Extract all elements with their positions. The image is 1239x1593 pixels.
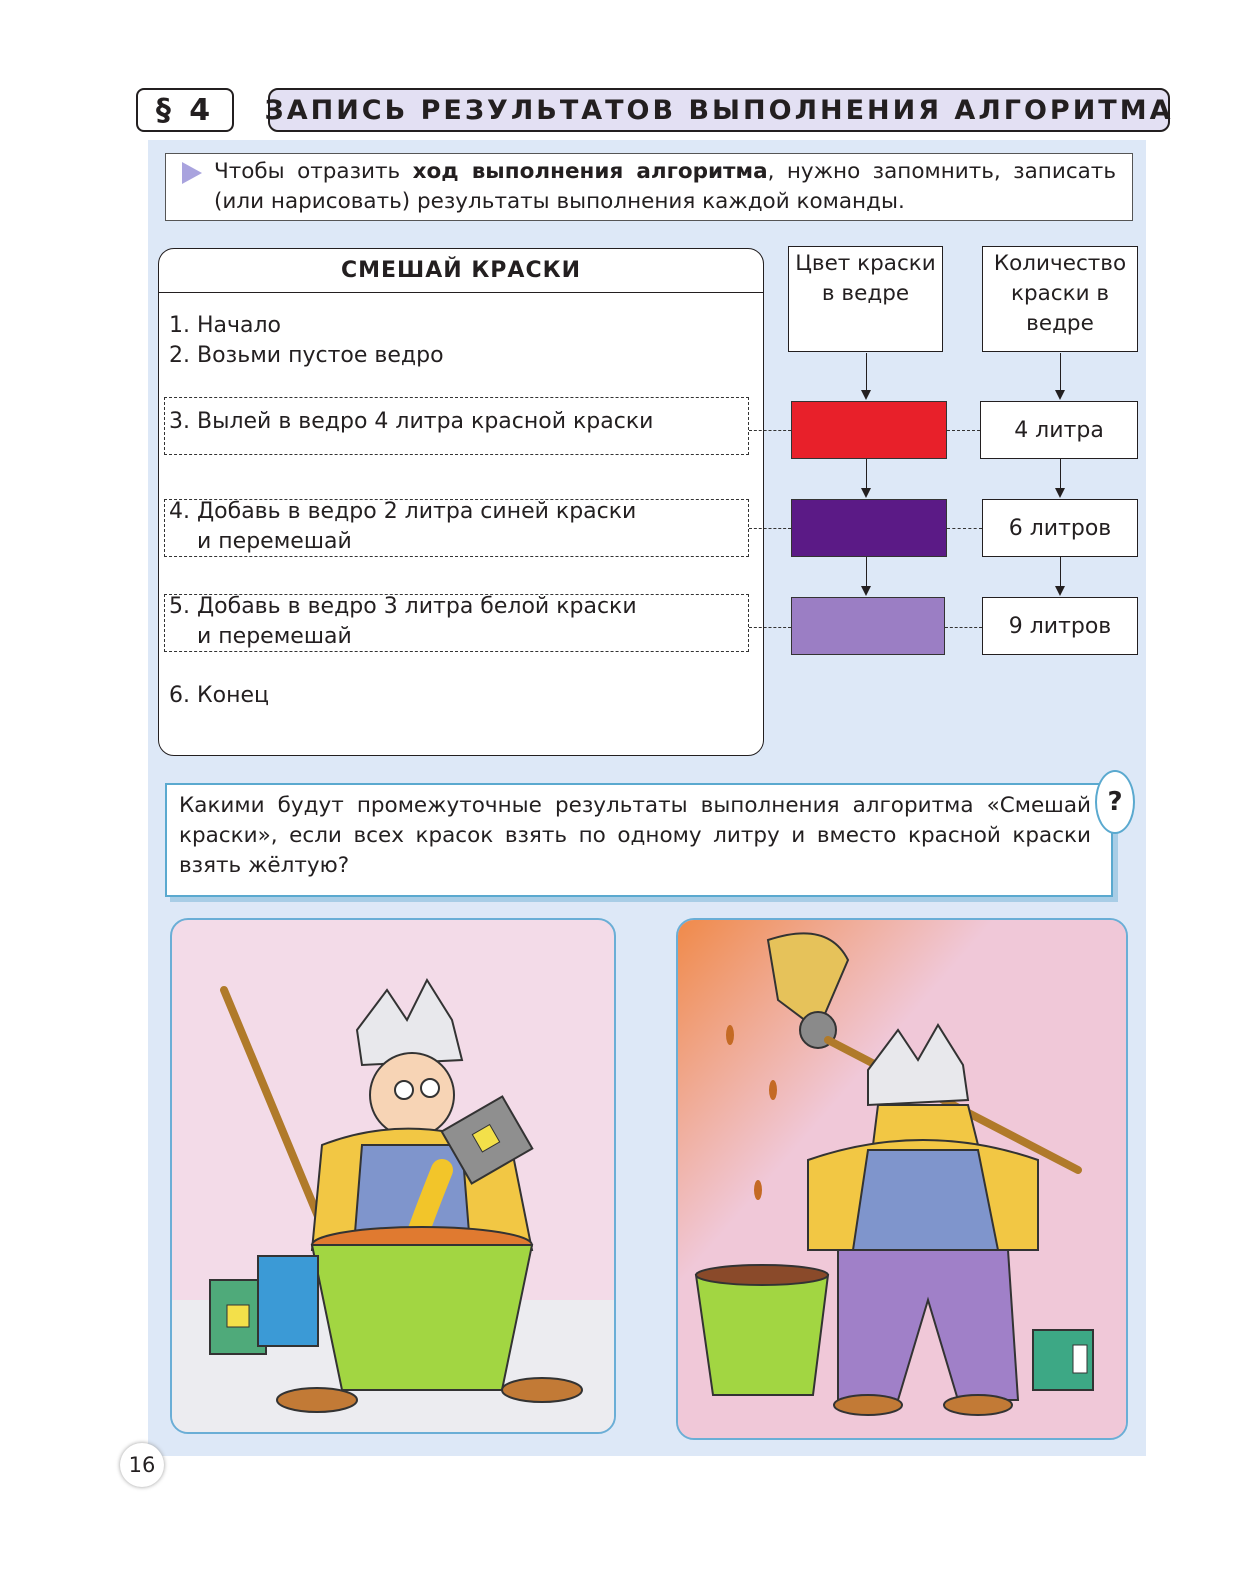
color-swatch-lilac [791, 597, 945, 655]
algorithm-step-2: 2. Возьми пустое ведро [169, 343, 444, 368]
quantity-connector-line-2 [1060, 459, 1061, 491]
question-box: Какими будут промежуточные результаты выполнения алгоритма «Смешай краски», если всех красок взять по одному литру и вместо красной краски взять жёлтую? [165, 783, 1113, 897]
quantity-9-liters: 9 литров [982, 597, 1138, 655]
arrow-down-icon [861, 586, 871, 596]
intro-text-end: , нужно запомнить, записать (или нарисовать) результаты выполнения каждой команды. [214, 159, 1117, 214]
color-swatch-purple [791, 499, 947, 557]
color-column-header: Цвет краски в ведре [788, 246, 943, 352]
quantity-connector-line-1 [1060, 353, 1061, 393]
color-swatch-red [791, 401, 947, 459]
page-number: 16 [120, 1443, 164, 1487]
dashed-link-3 [749, 430, 791, 431]
quantity-connector-line-3 [1060, 557, 1061, 589]
arrow-down-icon [861, 488, 871, 498]
intro-text-bold: ход выполнения алгоритма [412, 159, 768, 184]
algorithm-step-1: 1. Начало [169, 313, 282, 338]
algorithm-step-4: 4. Добавь в ведро 2 литра синей краски [169, 499, 637, 524]
algorithm-step-6: 6. Конец [169, 683, 269, 708]
dashed-link-5b [945, 627, 982, 628]
algorithm-step-4-continuation: и перемешай [197, 529, 352, 554]
dashed-link-3b [947, 430, 980, 431]
dashed-link-5 [749, 627, 791, 628]
arrow-down-icon [1055, 488, 1065, 498]
color-connector-line-1 [866, 353, 867, 393]
painter-painting-ceiling-drawing [678, 920, 1128, 1440]
section-title: ЗАПИСЬ РЕЗУЛЬТАТОВ ВЫПОЛНЕНИЯ АЛГОРИТМА [268, 88, 1170, 132]
algorithm-box [158, 248, 764, 756]
question-mark-icon: ? [1095, 770, 1135, 834]
arrow-down-icon [861, 390, 871, 400]
section-number: § 4 [136, 88, 234, 132]
painter-mixing-paint-illustration [170, 918, 616, 1434]
arrow-down-icon [1055, 390, 1065, 400]
algorithm-step-5-continuation: и перемешай [197, 624, 352, 649]
intro-definition [165, 153, 1133, 221]
quantity-6-liters: 6 литров [982, 499, 1138, 557]
arrow-down-icon [1055, 586, 1065, 596]
painter-painting-ceiling-illustration [676, 918, 1128, 1440]
color-connector-line-2 [866, 459, 867, 491]
algorithm-step-5: 5. Добавь в ведро 3 литра белой краски [169, 594, 637, 619]
dashed-link-4b [947, 528, 982, 529]
dashed-link-4 [749, 528, 791, 529]
algorithm-step-3: 3. Вылей в ведро 4 литра красной краски [169, 409, 654, 434]
algorithm-title: СМЕШАЙ КРАСКИ [159, 249, 763, 293]
quantity-column-header: Количество краски в ведре [982, 246, 1138, 352]
painter-mixing-paint-drawing [172, 920, 616, 1434]
bullet-triangle-icon [182, 162, 202, 184]
color-connector-line-3 [866, 557, 867, 589]
intro-text-start: Чтобы отразить [214, 159, 413, 184]
quantity-4-liters: 4 литра [980, 401, 1138, 459]
